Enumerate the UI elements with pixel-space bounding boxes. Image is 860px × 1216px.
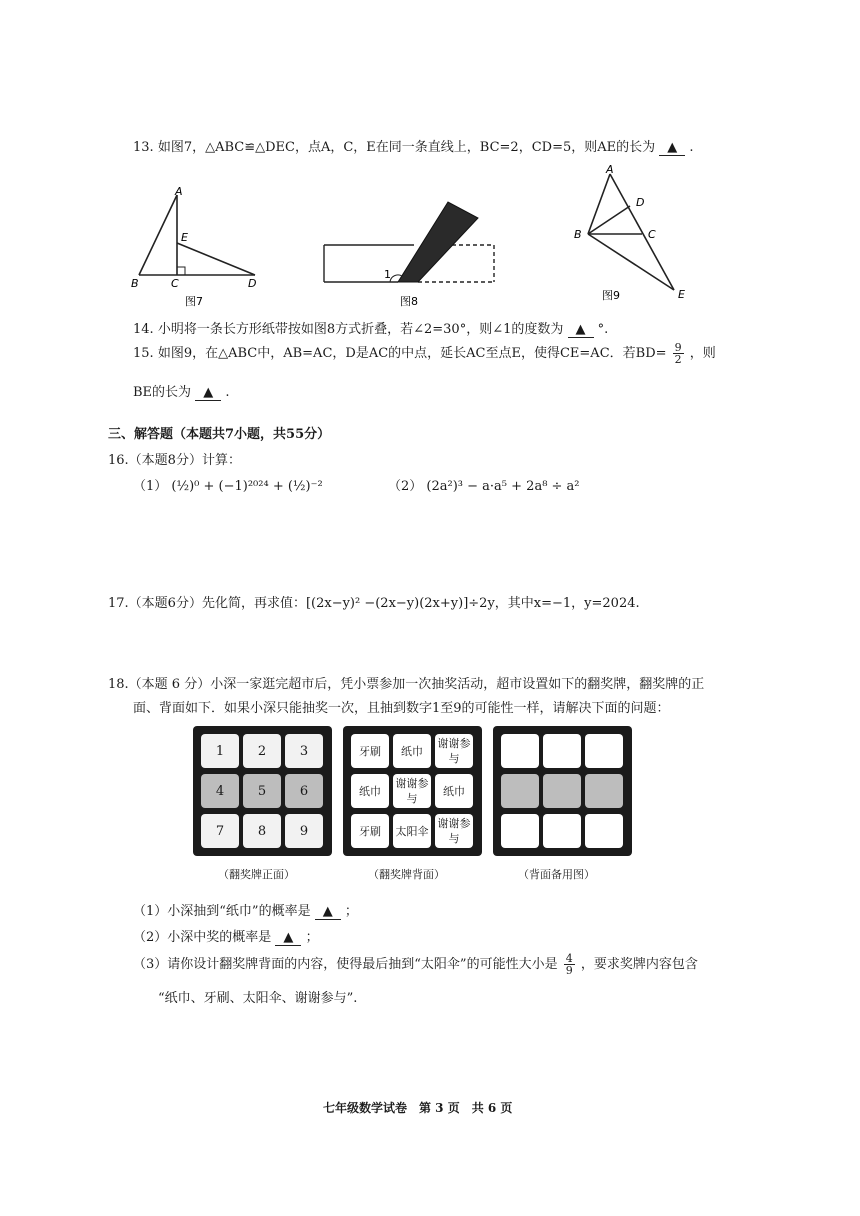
q15-frac-numerator: 9 <box>674 341 682 354</box>
q16-p2-expr: (2a²)³ − a·a⁵ + 2a⁸ ÷ a² <box>426 479 580 494</box>
question-14 <box>133 318 608 338</box>
question-15 <box>133 342 716 365</box>
card-panel-back <box>343 726 482 856</box>
front-card-2[interactable]: 2 <box>243 734 281 768</box>
q18-s3-frac-denominator: 9 <box>565 964 573 977</box>
front-card-3[interactable]: 3 <box>285 734 323 768</box>
fig7-label-e: E <box>181 231 188 244</box>
figure-7 <box>125 185 275 315</box>
fig7-caption: 图7 <box>185 295 203 308</box>
card-panel-spare <box>493 726 632 856</box>
fig9-label-e: E <box>678 288 685 301</box>
q18-line2: 面、背面如下．如果小深只能抽奖一次，且抽到数字1至9的可能性一样，请解决下面的问题： <box>133 701 670 716</box>
fig9-label-d: D <box>636 196 645 209</box>
q16-part1 <box>133 475 323 494</box>
caption-back: （翻奖牌背面） <box>368 868 445 881</box>
spare-card-6[interactable] <box>585 774 623 808</box>
back-card-7[interactable]: 牙刷 <box>351 814 389 848</box>
q18-s3-text: （3）请你设计翻奖牌背面的内容，使得最后抽到“太阳伞”的可能性大小是 <box>133 957 558 972</box>
caption-spare: （背面备用图） <box>518 868 595 881</box>
q15-text2: ，则 <box>689 346 716 361</box>
q16-head: 16.（本题8分）计算： <box>108 453 241 468</box>
q13-answer-blank[interactable]: ▲ <box>659 141 685 156</box>
fig8-angle-label: 1 <box>384 268 391 281</box>
q18-s3-frac-numerator: 4 <box>565 952 573 965</box>
q15-answer-blank[interactable]: ▲ <box>195 386 221 401</box>
figure-8 <box>318 190 503 315</box>
back-card-9[interactable]: 谢谢参与 <box>435 814 473 848</box>
back-card-2[interactable]: 纸巾 <box>393 734 431 768</box>
back-card-5[interactable]: 谢谢参与 <box>393 774 431 808</box>
page-footer: 七年级数学试卷 第 3 页 共 6 页 <box>323 1101 513 1115</box>
front-card-5[interactable]: 5 <box>243 774 281 808</box>
back-card-1[interactable]: 牙刷 <box>351 734 389 768</box>
section-3-title: 三、解答题（本题共7小题，共55分） <box>108 427 331 442</box>
q18-s2-answer-blank[interactable]: ▲ <box>275 931 301 946</box>
q18-sub3 <box>133 953 698 976</box>
spare-card-2[interactable] <box>543 734 581 768</box>
q18-s3-fraction <box>564 953 575 976</box>
fig7-label-d: D <box>248 277 257 290</box>
fig8-caption: 图8 <box>400 295 418 308</box>
spare-card-1[interactable] <box>501 734 539 768</box>
back-card-8[interactable]: 太阳伞 <box>393 814 431 848</box>
q18-s3-text2: ，要求奖牌内容包含 <box>580 957 698 972</box>
card-panel-front <box>193 726 332 856</box>
figure-9 <box>568 160 698 310</box>
q15-frac-denominator: 2 <box>674 353 682 366</box>
front-card-4[interactable]: 4 <box>201 774 239 808</box>
q15-end: . <box>225 385 230 400</box>
q14-number: 14. <box>133 322 154 337</box>
front-card-7[interactable]: 7 <box>201 814 239 848</box>
q18-line1: 18.（本题 6 分）小深一家逛完超市后，凭小票参加一次抽奖活动，超市设置如下的翻奖牌，翻奖牌的正 <box>108 677 705 692</box>
spare-card-9[interactable] <box>585 814 623 848</box>
q15-text: 如图9，在△ABC中，AB=AC，D是AC的中点，延长AC至点E，使得CE=AC．若BD= <box>157 346 667 361</box>
fig7-label-a: A <box>175 185 183 198</box>
spare-card-3[interactable] <box>585 734 623 768</box>
q18-s2-end: ； <box>305 930 319 945</box>
q14-text: 小明将一条长方形纸带按如图8方式折叠，若∠2=30°，则∠1的度数为 <box>157 322 564 337</box>
q18-s1-text: （1）小深抽到“纸巾”的概率是 <box>133 904 311 919</box>
front-card-9[interactable]: 9 <box>285 814 323 848</box>
fig9-label-a: A <box>606 163 614 176</box>
q16-p1-label: （1） <box>133 479 168 494</box>
spare-card-5[interactable] <box>543 774 581 808</box>
q14-answer-blank[interactable]: ▲ <box>568 323 594 338</box>
q16-p2-label: （2） <box>388 479 423 494</box>
question-15-line2 <box>133 381 229 401</box>
q15-number: 15. <box>133 346 154 361</box>
spare-card-8[interactable] <box>543 814 581 848</box>
fig9-caption: 图9 <box>602 289 620 302</box>
question-17: 17.（本题6分）先化简，再求值：[(2x−y)² −(2x−y)(2x+y)]÷2y，其中x=−1，y=2024. <box>108 596 640 611</box>
spare-card-4[interactable] <box>501 774 539 808</box>
back-card-4[interactable]: 纸巾 <box>351 774 389 808</box>
q15-line2: BE的长为 <box>133 385 192 400</box>
q18-s1-end: ； <box>344 904 358 919</box>
q16-p1-expr: (½)⁰ + (−1)²⁰²⁴ + (½)⁻² <box>171 479 323 494</box>
q13-end: . <box>689 140 694 155</box>
question-13 <box>133 136 694 156</box>
q18-sub1 <box>133 900 358 920</box>
front-card-8[interactable]: 8 <box>243 814 281 848</box>
front-card-1[interactable]: 1 <box>201 734 239 768</box>
q14-end: °. <box>597 322 609 337</box>
q13-number: 13. <box>133 140 154 155</box>
q18-s1-answer-blank[interactable]: ▲ <box>315 905 341 920</box>
q18-s2-text: （2）小深中奖的概率是 <box>133 930 272 945</box>
back-card-6[interactable]: 纸巾 <box>435 774 473 808</box>
fig9-label-c: C <box>648 228 656 241</box>
q13-text: 如图7，△ABC≌△DEC，点A，C，E在同一条直线上，BC=2，CD=5，则AE的长为 <box>157 140 656 155</box>
fig9-label-b: B <box>574 228 582 241</box>
q16-part2 <box>388 475 580 494</box>
spare-card-7[interactable] <box>501 814 539 848</box>
q15-fraction <box>673 342 684 365</box>
q18-s3-line2: “纸巾、牙刷、太阳伞、谢谢参与”. <box>158 991 358 1006</box>
caption-front: （翻奖牌正面） <box>218 868 295 881</box>
fig7-label-b: B <box>131 277 139 290</box>
fig7-label-c: C <box>171 277 179 290</box>
q18-sub2 <box>133 926 319 946</box>
back-card-3[interactable]: 谢谢参与 <box>435 734 473 768</box>
front-card-6[interactable]: 6 <box>285 774 323 808</box>
